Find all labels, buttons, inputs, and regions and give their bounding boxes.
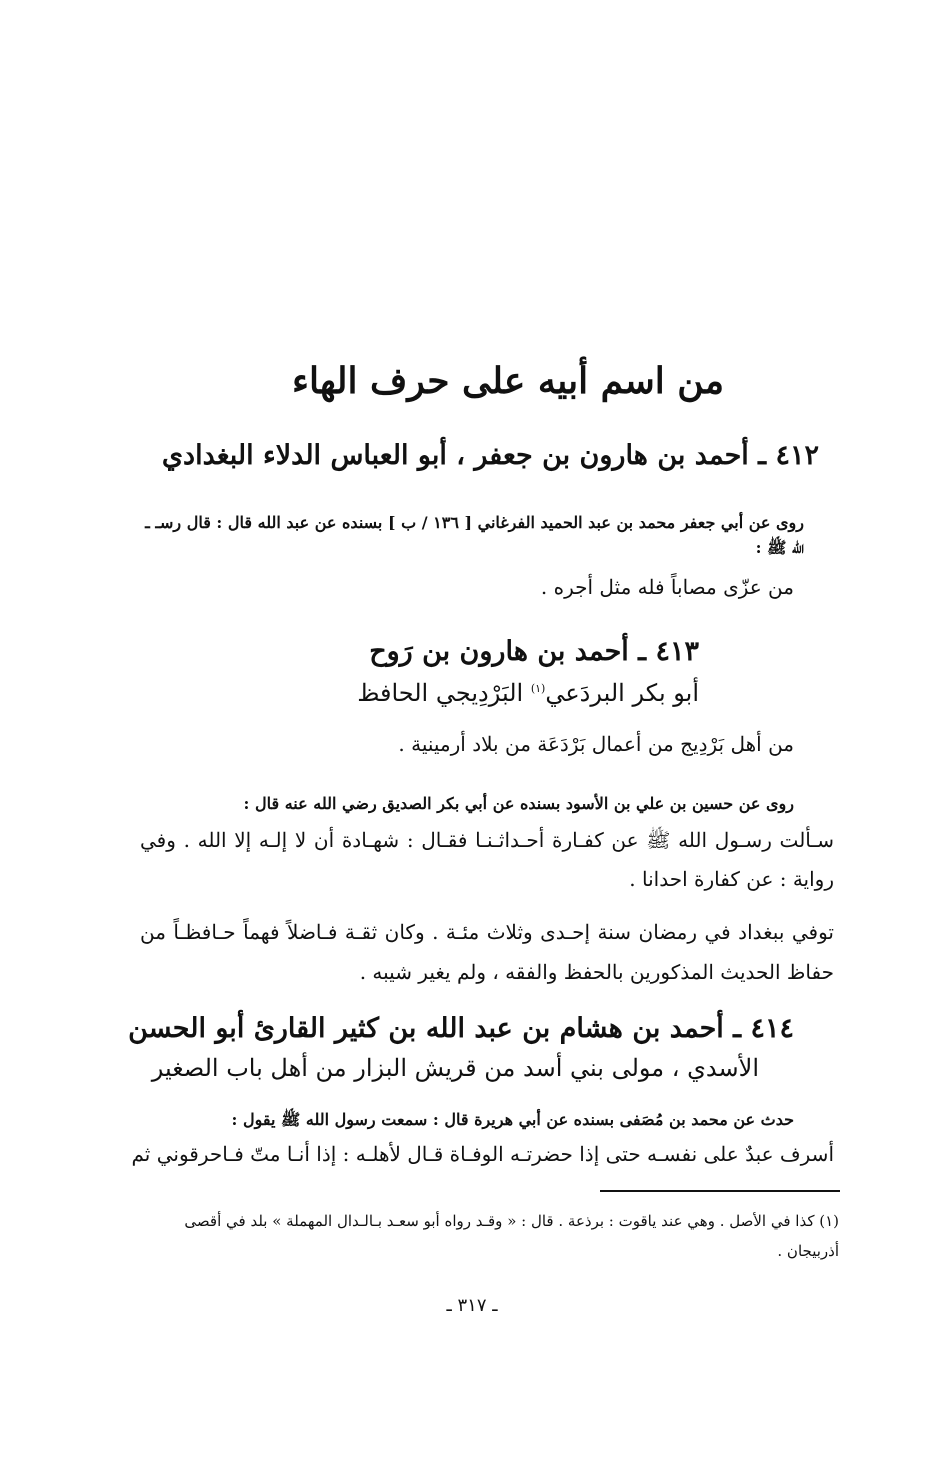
footnote-separator	[600, 1190, 840, 1192]
entry-413-subtitle-part2: البَرْدِيجي الحافظ	[357, 679, 524, 707]
entry-413-hadith-line1: سـألت رسـول الله ﷺ عن كفـارة أحـداثـنـا فقـال : شهـادة أن لا إلـه إلا الله . وفي	[140, 828, 834, 852]
chapter-title: من اسم أبيه على حرف الهاء	[292, 360, 724, 402]
entry-413-subtitle-part1: أبو بكر البردَعي	[545, 679, 699, 707]
entry-412-title: ٤١٢ ـ أحمد بن هارون بن جعفر ، أبو العباس الدلاء البغدادي	[161, 440, 819, 471]
page-number: ـ ٣١٧ ـ	[446, 1295, 498, 1316]
entry-414-title: ٤١٤ ـ أحمد بن هشام بن عبد الله بن كثير القارئ أبو الحسن	[128, 1013, 794, 1044]
entry-414-isnad: حدث عن محمد بن مُصَفى بسنده عن أبي هريرة قال : سمعت رسول الله ﷺ يقول :	[231, 1110, 794, 1129]
entry-413-death-line2: حفاظ الحديث المذكورين بالحفظ والفقه ، ولم يغير شيبه .	[359, 960, 834, 984]
entry-412-isnad-line1: روى عن أبي جعفر محمد بن عبد الحميد الفرغاني [ ١٣٦ / ب ] بسنده عن عبد الله قال : قال رسـ ـ	[145, 513, 804, 532]
entry-412-isnad-line2: الله ﷺ :	[755, 538, 804, 557]
entry-413-hadith-line2: رواية : عن كفارة احدانا .	[629, 867, 834, 891]
entry-412-hadith: من عزّى مصاباً فله مثل أجره .	[540, 575, 794, 599]
entry-413-title: ٤١٣ ـ أحمد بن هارون بن رَوح	[369, 636, 699, 667]
entry-413-origin: من أهل بَرْدِيج من أعمال بَرْدَعَة من بلاد أرمينية .	[398, 732, 794, 756]
entry-414-hadith-line1: أسرف عبدٌ على نفسـه حتى إذا حضرتـه الوفـاة قـال لأهلـه : إذا أنـا متّ فـاحرقوني ثم	[131, 1142, 834, 1166]
footnote-marker: (١)	[530, 682, 546, 695]
footnote-line2: أذربيجان .	[777, 1242, 839, 1260]
entry-413-isnad: روى عن حسين بن علي بن الأسود بسنده عن أبي بكر الصديق رضي الله عنه قال :	[243, 794, 794, 813]
entry-413-death-line1: توفي ببغداد في رمضان سنة إحـدى وثلاث مئـة . وكان ثقـة فـاضلاً فهماً حـافظـاً من	[140, 920, 834, 944]
entry-414-subtitle: الأسدي ، مولى بني أسد من قريش البزار من أهل باب الصغير	[151, 1054, 759, 1082]
footnote-line1: (١) كذا في الأصل . وهي عند ياقوت : برذعة . قال : « وقـد رواه أبو سعـد بـالـدال المهملة » بلد في أقصى	[184, 1212, 839, 1230]
entry-413-subtitle	[357, 679, 699, 707]
